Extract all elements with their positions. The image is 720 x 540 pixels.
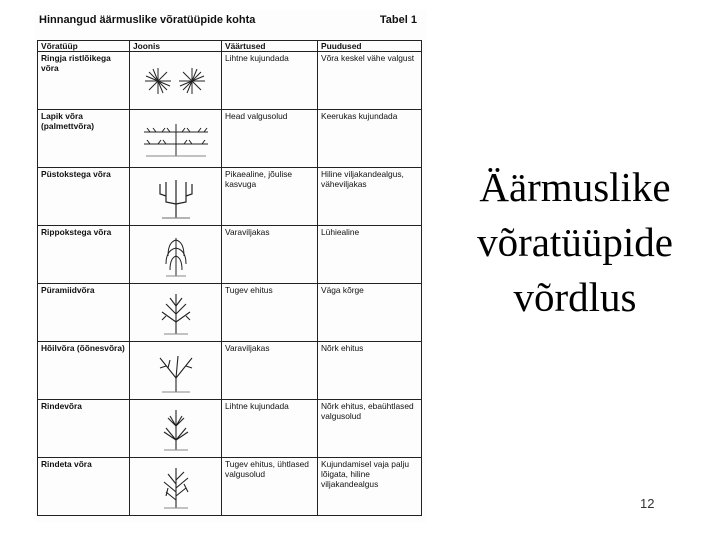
table-row [38, 400, 422, 458]
crown-type: Rindeta võra [38, 458, 130, 516]
table-label: Tabel 1 [379, 14, 417, 26]
crown-cons: Võra keskel vähe valgust [318, 52, 422, 110]
radial-crown-tree-icon [130, 52, 222, 110]
crown-pros: Varaviljakas [222, 342, 318, 400]
weeping-tree-icon [130, 226, 222, 284]
table-row [38, 110, 422, 168]
crown-cons: Kujundamisel vaja palju lõigata, hiline viljakandealgus [318, 458, 422, 516]
crown-pros: Varaviljakas [222, 226, 318, 284]
scanned-table-image [35, 10, 427, 522]
upright-branches-tree-icon [130, 168, 222, 226]
table-header-row [38, 41, 422, 52]
scan-title: Hinnangud äärmuslike võratüüpide kohta [39, 14, 256, 26]
crown-cons: Nõrk ehitus [318, 342, 422, 400]
crown-pros: Tugev ehitus, ühtlased valgusolud [222, 458, 318, 516]
crown-type: Hõilvõra (õõnesvõra) [38, 342, 130, 400]
pyramid-tree-icon [130, 284, 222, 342]
crown-cons: Keerukas kujundada [318, 110, 422, 168]
crown-cons: Hiline viljakandealgus, vähevilјakas [318, 168, 422, 226]
header-cons: Puudused [318, 41, 422, 52]
table-row [38, 168, 422, 226]
table-row [38, 458, 422, 516]
crown-type-table [37, 40, 422, 516]
header-drawing: Joonis [130, 41, 222, 52]
palmette-tree-icon [130, 110, 222, 168]
slide-title-line: võratüüpide [477, 219, 673, 265]
crown-type: Rippokstega võra [38, 226, 130, 284]
untiered-tree-icon [130, 458, 222, 516]
crown-pros: Tugev ehitus [222, 284, 318, 342]
crown-pros: Pikaealine, jõulise kasvuga [222, 168, 318, 226]
tiered-tree-icon [130, 400, 222, 458]
crown-pros: Lihtne kujundada [222, 400, 318, 458]
slide-title-line: võrdlus [513, 274, 637, 320]
crown-type: Püramiidvõra [38, 284, 130, 342]
header-type: Võratüüp [38, 41, 130, 52]
crown-type: Rindevõra [38, 400, 130, 458]
crown-pros: Lihtne kujundada [222, 52, 318, 110]
crown-cons: Väga kõrge [318, 284, 422, 342]
table-row [38, 52, 422, 110]
crown-type: Lapik võra (palmettvõra) [38, 110, 130, 168]
crown-type: Püstokstega võra [38, 168, 130, 226]
page-number: 12 [640, 496, 655, 511]
crown-cons: Lühiealine [318, 226, 422, 284]
slide-title-line: Äärmuslike [479, 164, 671, 210]
header-pros: Väärtused [222, 41, 318, 52]
crown-type: Ringja ristlõikega võra [38, 52, 130, 110]
crown-pros: Head valgusolud [222, 110, 318, 168]
crown-cons: Nõrk ehitus, ebaühtlased valgusolud [318, 400, 422, 458]
open-center-tree-icon [130, 342, 222, 400]
slide-title [445, 160, 705, 325]
table-row [38, 342, 422, 400]
table-row [38, 284, 422, 342]
table-row [38, 226, 422, 284]
